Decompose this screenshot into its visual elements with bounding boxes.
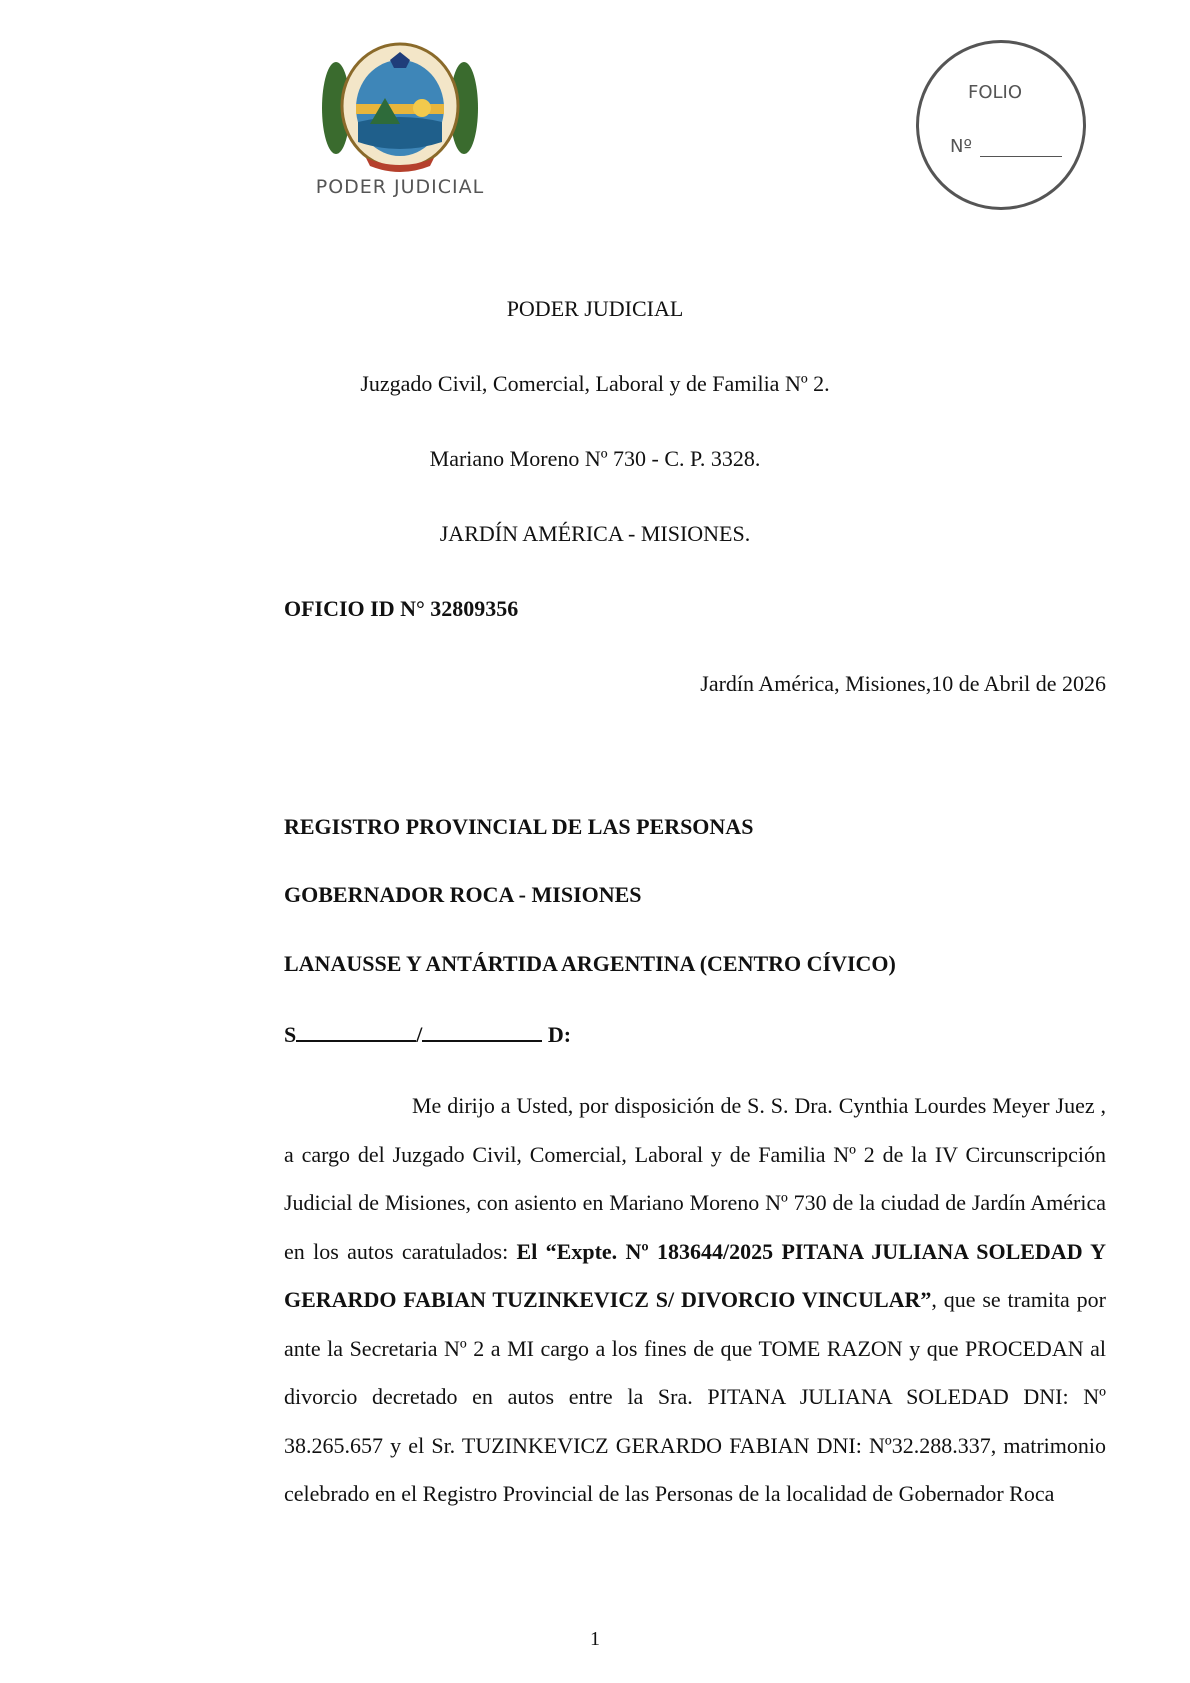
salutation-sd xyxy=(284,1020,571,1048)
body-text-1: Me dirijo a Usted, por disposición de S. S. Dra. Cynthia Lourdes Meyer Juez , a cargo del Juzgado Civil, Comercial, Laboral y de Familia Nº 2 de la IV Circunscripción Judicial de Misiones, con asiento en Mariano Moreno Nº 730 de la ciudad de Jardín América en los autos caratulados: xyxy=(284,1093,1106,1264)
body-text-2: , que se tramita por ante la Secretaria Nº 2 a MI cargo a los fines de que TOME RAZON y que PROCEDAN al divorcio decretado en autos entre la Sra. PITANA JULIANA SOLEDAD DNI: Nº 38.265.657 y el Sr. TUZINKEVICZ GERARDO FABIAN DNI: Nº32.288.337, matrimonio celebrado en el Registro Provincial de las Personas de la localidad de Gobernador Roca xyxy=(284,1287,1106,1506)
recipient-line-3: LANAUSSE Y ANTÁRTIDA ARGENTINA (CENTRO CÍVICO) xyxy=(284,951,896,976)
sd-end: D: xyxy=(547,1022,572,1047)
oficio-id: OFICIO ID N° 32809356 xyxy=(284,596,519,621)
folio-label: FOLIO xyxy=(968,82,1023,103)
court-name: Juzgado Civil, Comercial, Laboral y de Familia Nº 2. xyxy=(360,371,830,396)
folio-stamp xyxy=(916,40,1086,210)
sd-start: S xyxy=(284,1022,297,1047)
body-paragraph xyxy=(284,1082,1106,1519)
court-address: Mariano Moreno Nº 730 - C. P. 3328. xyxy=(429,446,761,471)
date-line: Jardín América, Misiones,10 de Abril de 2026 xyxy=(700,671,1106,696)
sd-blank-2 xyxy=(422,1020,542,1042)
folio-number-prefix: Nº xyxy=(950,136,972,157)
logo-caption: PODER JUDICIAL xyxy=(315,176,485,198)
page-number: 1 xyxy=(590,1628,600,1650)
court-title: PODER JUDICIAL xyxy=(506,296,684,321)
court-city: JARDÍN AMÉRICA - MISIONES. xyxy=(439,521,751,546)
recipient-line-2: GOBERNADOR ROCA - MISIONES xyxy=(284,882,642,907)
case-title: El “Expte. Nº 183644/2025 PITANA JULIANA SOLEDAD Y GERARDO FABIAN TUZINKEVICZ S/ DIVORCIO VINCULAR” xyxy=(284,1238,1106,1312)
folio-circle xyxy=(916,40,1086,210)
recipient-line-1: REGISTRO PROVINCIAL DE LAS PERSONAS xyxy=(284,814,754,839)
folio-number-blank xyxy=(980,156,1062,157)
sd-blank-1 xyxy=(296,1020,416,1042)
provincia-misiones-seal-icon xyxy=(310,38,490,178)
sd-slash: / xyxy=(416,1022,423,1047)
